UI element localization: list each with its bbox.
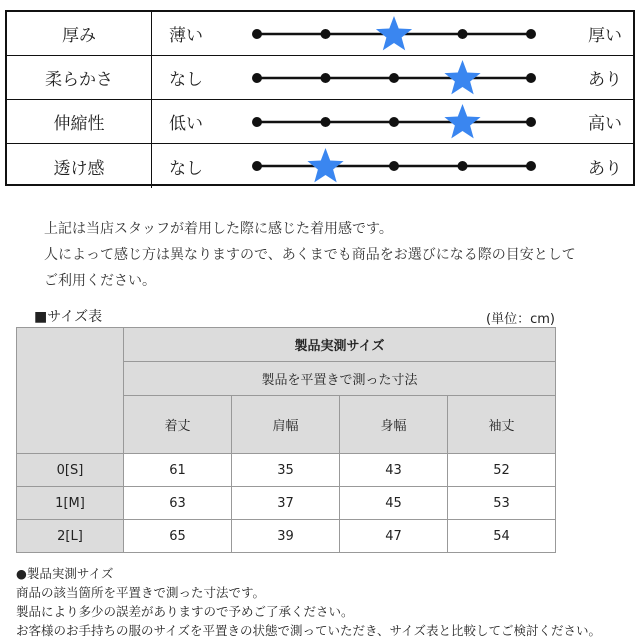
table-cell: 53 xyxy=(448,487,556,520)
size-table xyxy=(16,327,556,553)
scale-dot xyxy=(252,29,262,39)
table-row xyxy=(17,487,556,520)
column-header: 身幅 xyxy=(340,396,448,454)
column-header: 肩幅 xyxy=(232,396,340,454)
size-label: 0[S] xyxy=(17,454,124,487)
table-cell: 63 xyxy=(124,487,232,520)
scale-dot xyxy=(252,161,262,171)
scale-dot xyxy=(321,29,331,39)
scale-dot xyxy=(321,117,331,127)
scale-dot xyxy=(321,73,331,83)
scale-dot xyxy=(389,161,399,171)
table-cell: 43 xyxy=(340,454,448,487)
feel-row-stretch xyxy=(7,100,633,144)
table-cell: 54 xyxy=(448,520,556,553)
feel-label: 柔らかさ xyxy=(7,56,152,99)
feel-table xyxy=(5,10,635,186)
rating-star-icon xyxy=(376,16,412,50)
scale-dot xyxy=(389,117,399,127)
note-line-3: ご利用ください。 xyxy=(44,273,156,289)
feel-label: 厚み xyxy=(7,12,152,55)
feel-row-thickness xyxy=(7,12,633,56)
scale-dot xyxy=(458,29,468,39)
table-cell: 65 xyxy=(124,520,232,553)
feel-row-softness xyxy=(7,56,633,100)
footer-title: ●製品実測サイズ xyxy=(16,566,114,581)
rating-star-icon xyxy=(307,148,343,182)
feel-left-label: なし xyxy=(169,158,203,179)
size-corner-cell xyxy=(17,328,124,454)
footer-line-3: お客様のお手持ちの服のサイズを平置きの状態で測っていただき、サイズ表と比較してご検討ください。 xyxy=(16,623,602,638)
rating-star-icon xyxy=(444,60,480,94)
scale-dot xyxy=(526,73,536,83)
scale-dot xyxy=(458,117,468,127)
scale-dot xyxy=(389,73,399,83)
table-row xyxy=(17,520,556,553)
scale-dot xyxy=(526,29,536,39)
feel-row-sheerness xyxy=(7,144,633,188)
feel-label: 伸縮性 xyxy=(7,100,152,143)
note-line-1: 上記は当店スタッフが着用した際に感じた着用感です。 xyxy=(44,221,393,237)
scale-dot xyxy=(252,117,262,127)
column-header: 袖丈 xyxy=(448,396,556,454)
table-cell: 61 xyxy=(124,454,232,487)
feel-right-label: 高い xyxy=(588,114,622,134)
scale-dot xyxy=(458,73,468,83)
footer-line-1: 商品の該当箇所を平置きで測った寸法です。 xyxy=(16,585,266,600)
size-table-heading: ■サイズ表 xyxy=(34,309,103,325)
table-cell: 47 xyxy=(340,520,448,553)
table-cell: 39 xyxy=(232,520,340,553)
feel-right-label: あり xyxy=(588,70,622,90)
scale-dot xyxy=(526,161,536,171)
size-label: 1[M] xyxy=(17,487,124,520)
feel-label: 透け感 xyxy=(7,144,152,188)
method-header: 製品を平置きで測った寸法 xyxy=(124,362,556,396)
rating-star-icon xyxy=(444,104,480,138)
footer-line-2: 製品により多少の誤差がありますので予めご了承ください。 xyxy=(16,604,354,619)
scale-dot xyxy=(389,29,399,39)
scale-dot xyxy=(458,161,468,171)
column-header: 着丈 xyxy=(124,396,232,454)
note-line-2: 人によって感じ方は異なりますので、あくまでも商品をお選びになる際の目安として xyxy=(44,247,576,263)
size-label: 2[L] xyxy=(17,520,124,553)
feel-right-label: あり xyxy=(588,158,622,179)
group-header: 製品実測サイズ xyxy=(124,328,556,362)
table-cell: 52 xyxy=(448,454,556,487)
feel-left-label: 薄い xyxy=(169,26,203,46)
table-row xyxy=(17,454,556,487)
table-cell: 37 xyxy=(232,487,340,520)
feel-left-label: 低い xyxy=(169,114,203,134)
table-cell: 35 xyxy=(232,454,340,487)
scale-dot xyxy=(321,161,331,171)
table-cell: 45 xyxy=(340,487,448,520)
feel-left-label: なし xyxy=(169,70,203,90)
scale-dot xyxy=(526,117,536,127)
size-unit: (単位：cm) xyxy=(486,312,555,327)
feel-right-label: 厚い xyxy=(588,26,622,46)
scale-dot xyxy=(252,73,262,83)
